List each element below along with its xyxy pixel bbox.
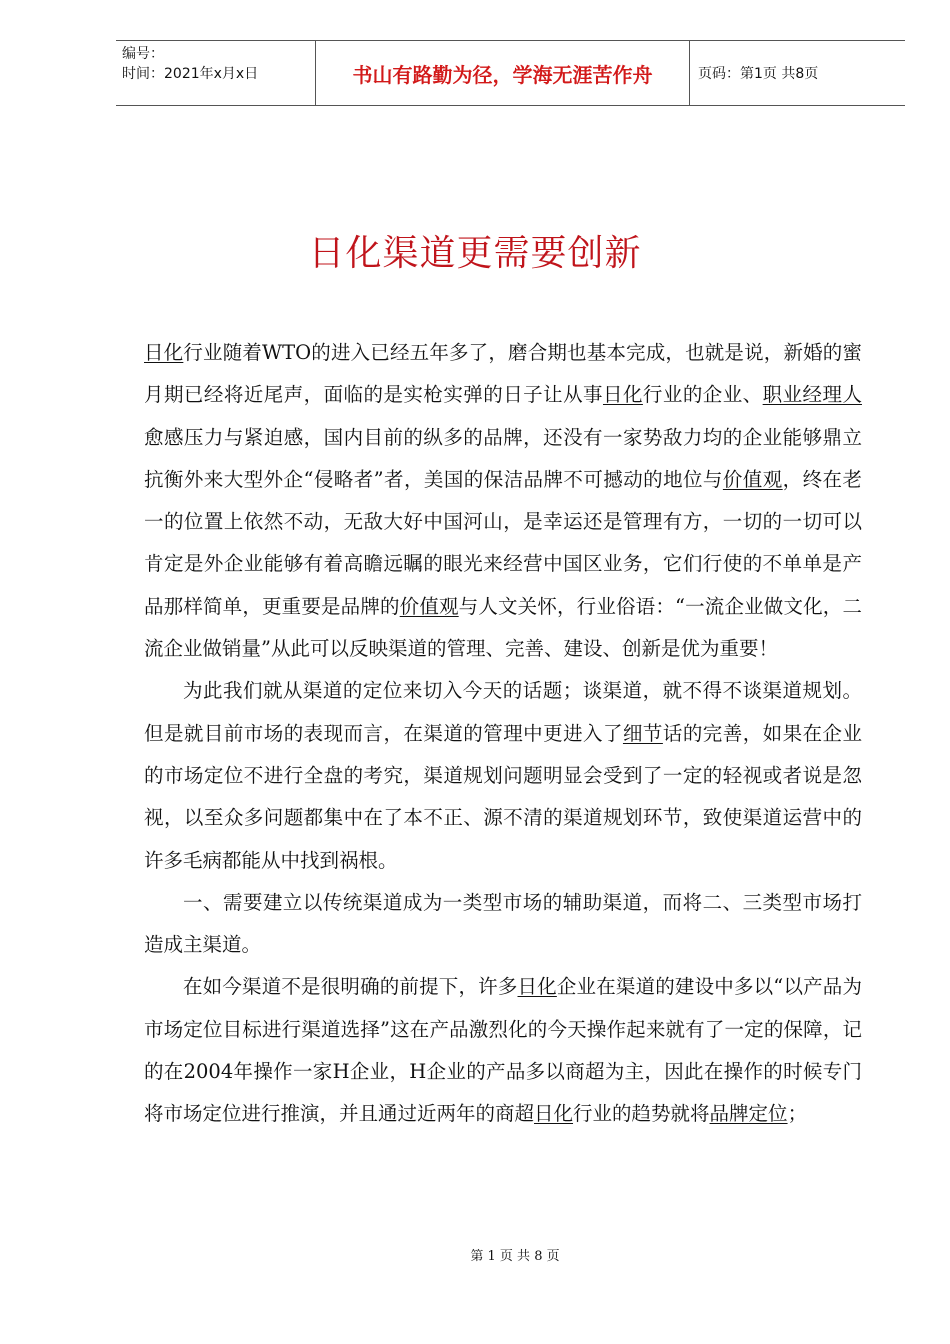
underlined-term: 价值观 [722,467,783,491]
paragraph-text: 愈感压力与紧迫感，国内目前的纵多的品牌，还没有一家势敌力均的企业能够鼎立抗衡外来大型外企“侵略者”者，美国的保洁品牌不可撼动的地位与 [144,425,862,491]
paragraph-text: 话的完善，如果在企业的市场定位不进行全盘的考究，渠道规划问题明显会受到了一定的轻视或者说是忽视，以至众多问题都集中在了本不正、源不清的渠道规划环节，致使渠道运营中的许多毛病都能从中找到祸根。 [144,721,862,872]
page-footer: 第 1 页 共 8 页 [470,1249,560,1264]
paragraph-text: 行业的趋势就将 [573,1102,710,1126]
paragraph-text: 行业随着WTO的进入已经五年多了，磨合期也基本完成，也就是说，新婚的蜜月期已经将近尾声，面临的是实枪实弹的日子让从事 [144,341,862,407]
page-header [116,40,905,106]
paragraph-text: 企业在渠道的建设中多以“以产品为市场定位目标进行渠道选择”这在产品激烈化的今天操作起来就有了一定的保障，记的在2004年操作一家H企业，H企业的产品多以商超为主，因此在操作的时候专门将市场定位进行推演，并且通过近两年的商超 [144,975,862,1126]
underlined-term: 日化 [602,383,643,407]
underlined-term: 日化 [144,341,184,364]
underlined-term: 细节 [622,721,663,745]
paragraph-text: 为此我们就从渠道的定位来切入今天的话题；谈渠道，就不得不谈渠道规划。但是就目前市场的表现而言，在渠道的管理中更进入了 [144,679,862,745]
underlined-term: 职业经理人 [762,383,862,407]
header-meta [116,41,316,105]
body-paragraph [144,966,862,1135]
paragraph-text: ； [787,1102,808,1126]
body-paragraph [144,670,862,881]
underlined-term: 日化 [517,975,557,999]
paragraph-text: 行业的企业、 [642,383,763,407]
header-page-info: 页码：第1页 共8页 [698,66,819,82]
paragraph-text: 与人文关怀，行业俗语：“一流企业做文化，二流企业做销量”从此可以反映渠道的管理、完善、建设、创新是优为重要！ [144,594,862,661]
paragraph-text: ，终在老一的位置上依然不动，无敌大好中国河山，是幸运还是管理有方，一切的一切可以肯定是外企业能够有着高瞻远瞩的眼光来经营中国区业务，它们行使的不单单是产品那样简单，更重要是品牌的 [144,467,862,618]
document-number-label: 编号： [122,46,164,62]
underlined-term: 日化 [534,1102,574,1126]
document-body [144,332,862,1136]
underlined-term: 品牌定位 [709,1102,788,1126]
body-paragraph [144,332,862,670]
paragraph-text: 一、需要建立以传统渠道成为一类型市场的辅助渠道，而将二、三类型市场打造成主渠道。 [144,890,862,957]
document-title: 日化渠道更需要创新 [308,233,642,274]
header-motto: 书山有路勤为径，学海无涯苦作舟 [316,41,690,105]
underlined-term: 价值观 [399,594,459,618]
paragraph-text: 在如今渠道不是很明确的前提下，许多 [183,975,518,999]
body-paragraph [144,882,862,967]
document-time-label: 时间：2021年x月x日 [122,66,259,82]
